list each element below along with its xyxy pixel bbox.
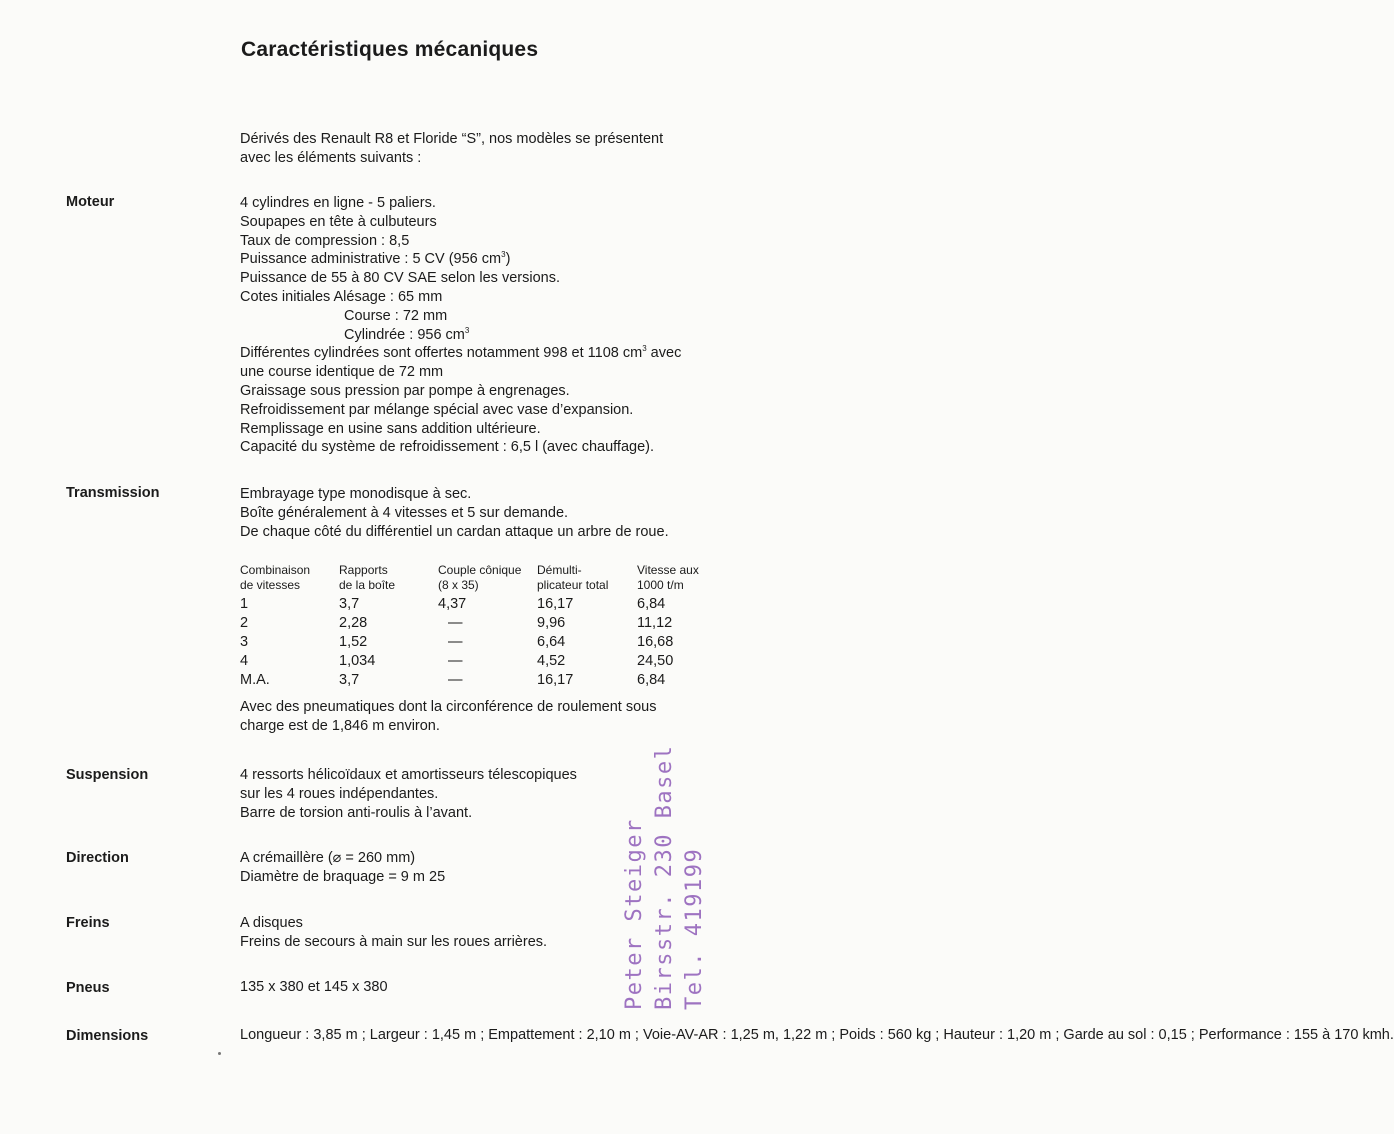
table-cell: 24,50 [637, 653, 674, 669]
table-cell: — [448, 634, 463, 650]
table-cell: 9,96 [537, 615, 566, 631]
spec-line: Avec des pneumatiques dont la circonférence de roulement sous [240, 699, 657, 715]
spec-line: une course identique de 72 mm [240, 364, 444, 381]
table-cell: 6,84 [637, 596, 666, 612]
section-transmission [240, 485, 750, 541]
section-moteur [240, 194, 750, 457]
table-cell: — [448, 653, 463, 669]
column-header: Couple cônique (8 x 35) [438, 563, 522, 592]
spec-line: Boîte généralement à 4 vitesses et 5 sur demande. [240, 504, 569, 521]
spec-line: Capacité du système de refroidissement : 6,5 l (avec chauffage). [240, 439, 655, 456]
stamp-line: Tel. 419199 [682, 847, 707, 1010]
stamp-line: Peter Steiger [622, 818, 647, 1010]
table-cell: 1 [240, 596, 249, 612]
section-label-suspension: Suspension [66, 767, 149, 783]
spec-text: Cylindrée : 956 cm [344, 326, 465, 343]
table-cell: 1,52 [339, 634, 368, 650]
spec-line: 135 x 380 et 145 x 380 [240, 979, 388, 995]
column-header: Vitesse aux 1000 t/m [637, 563, 699, 592]
column-header: Rapports de la boîte [339, 563, 396, 592]
spec-line [240, 344, 750, 363]
address-stamp [620, 709, 825, 1010]
section-label-direction: Direction [66, 850, 129, 866]
column-header: Combinaison de vitesses [240, 563, 311, 592]
spec-line: Freins de secours à main sur les roues arrières. [240, 933, 548, 950]
stamp-line: Birsstr. 230 Basel [652, 744, 677, 1010]
superscript: 3 [501, 250, 506, 260]
print-speck [218, 1052, 221, 1055]
spec-line: Embrayage type monodisque à sec. [240, 486, 472, 502]
section-label-moteur: Moteur [66, 194, 115, 210]
spec-text: ) [505, 251, 511, 268]
table-cell: — [448, 615, 463, 631]
intro-paragraph [240, 130, 750, 168]
spec-line [240, 250, 750, 269]
section-label-pneus: Pneus [66, 980, 110, 996]
table-cell: 16,17 [537, 672, 574, 688]
table-cell: M.A. [240, 672, 270, 688]
spec-line: A crémaillère (⌀ = 260 mm) [240, 850, 416, 866]
table-cell: — [448, 672, 463, 688]
table-cell: 2,28 [339, 615, 368, 631]
spec-text: avec [646, 345, 682, 362]
section-dimensions [240, 1026, 1394, 1045]
table-row [240, 595, 737, 614]
spec-line: 4 cylindres en ligne - 5 paliers. [240, 195, 436, 211]
section-label-freins: Freins [66, 915, 110, 931]
table-cell: 11,12 [637, 615, 673, 631]
table-cell: 16,17 [537, 596, 574, 612]
table-row [240, 614, 737, 633]
spec-line: Barre de torsion anti-roulis à l’avant. [240, 804, 473, 821]
spec-text: Puissance administrative : 5 CV (956 cm [240, 251, 502, 268]
spec-line: Cotes initiales Alésage : 65 mm [240, 288, 443, 305]
spec-line: Course : 72 mm [344, 307, 448, 324]
spec-line: sur les 4 roues indépendantes. [240, 785, 439, 802]
table-cell: 4,52 [537, 653, 566, 669]
intro-line: avec les éléments suivants : [240, 149, 422, 166]
table-cell: 2 [240, 615, 249, 631]
table-cell: 6,64 [537, 634, 566, 650]
spec-line: Soupapes en tête à culbuteurs [240, 213, 437, 230]
spec-line: Taux de compression : 8,5 [240, 232, 410, 249]
table-row [240, 652, 737, 671]
table-cell: 3 [240, 634, 249, 650]
superscript: 3 [464, 325, 470, 335]
spec-line: Refroidissement par mélange spécial avec vase d’expansion. [240, 401, 634, 418]
page-title: Caractéristiques mécaniques [241, 38, 539, 61]
spec-line: 4 ressorts hélicoïdaux et amortisseurs télescopiques [240, 767, 577, 783]
stamp-text [620, 744, 710, 1010]
spec-line: Diamètre de braquage = 9 m 25 [240, 868, 446, 885]
spec-paragraph: Longueur : 3,85 m ; Largeur : 1,45 m ; Empattement : 2,10 m ; Voie-AV-AR : 1,25 m, 1,22 m ; Poids : 560 kg ; Hauteur : 1,20 m ; Garde au sol : 0,15 ; Performance : 155 à 170 kmh. [240, 1027, 1394, 1043]
spec-line: De chaque côté du différentiel un cardan attaque un arbre de roue. [240, 523, 669, 540]
table-cell: 3,7 [339, 672, 360, 688]
table-cell: 4 [240, 653, 249, 669]
intro-line: Dérivés des Renault R8 et Floride “S”, nos modèles se présentent [240, 131, 664, 147]
spec-line: A disques [240, 915, 303, 931]
table-cell: 1,034 [339, 653, 376, 669]
table-row [240, 633, 737, 652]
table-header-row [240, 563, 737, 595]
section-label-dimensions: Dimensions [66, 1028, 149, 1044]
table-cell: 16,68 [637, 634, 674, 650]
table-row [240, 671, 737, 690]
spec-line: Remplissage en usine sans addition ultérieure. [240, 420, 541, 437]
table-cell: 3,7 [339, 596, 360, 612]
gear-ratio-table [240, 563, 737, 690]
table-cell: 4,37 [438, 596, 467, 612]
column-header: Démulti- plicateur total [537, 563, 609, 592]
spec-text: Différentes cylindrées sont offertes notamment 998 et 1108 cm [240, 345, 643, 362]
table-cell: 6,84 [637, 672, 666, 688]
superscript: 3 [642, 344, 647, 354]
spec-line: Puissance de 55 à 80 CV SAE selon les versions. [240, 270, 560, 287]
spec-line [240, 326, 750, 345]
section-label-transmission: Transmission [66, 485, 160, 501]
spec-line: Graissage sous pression par pompe à engrenages. [240, 382, 570, 399]
spec-line: charge est de 1,846 m environ. [240, 717, 440, 734]
